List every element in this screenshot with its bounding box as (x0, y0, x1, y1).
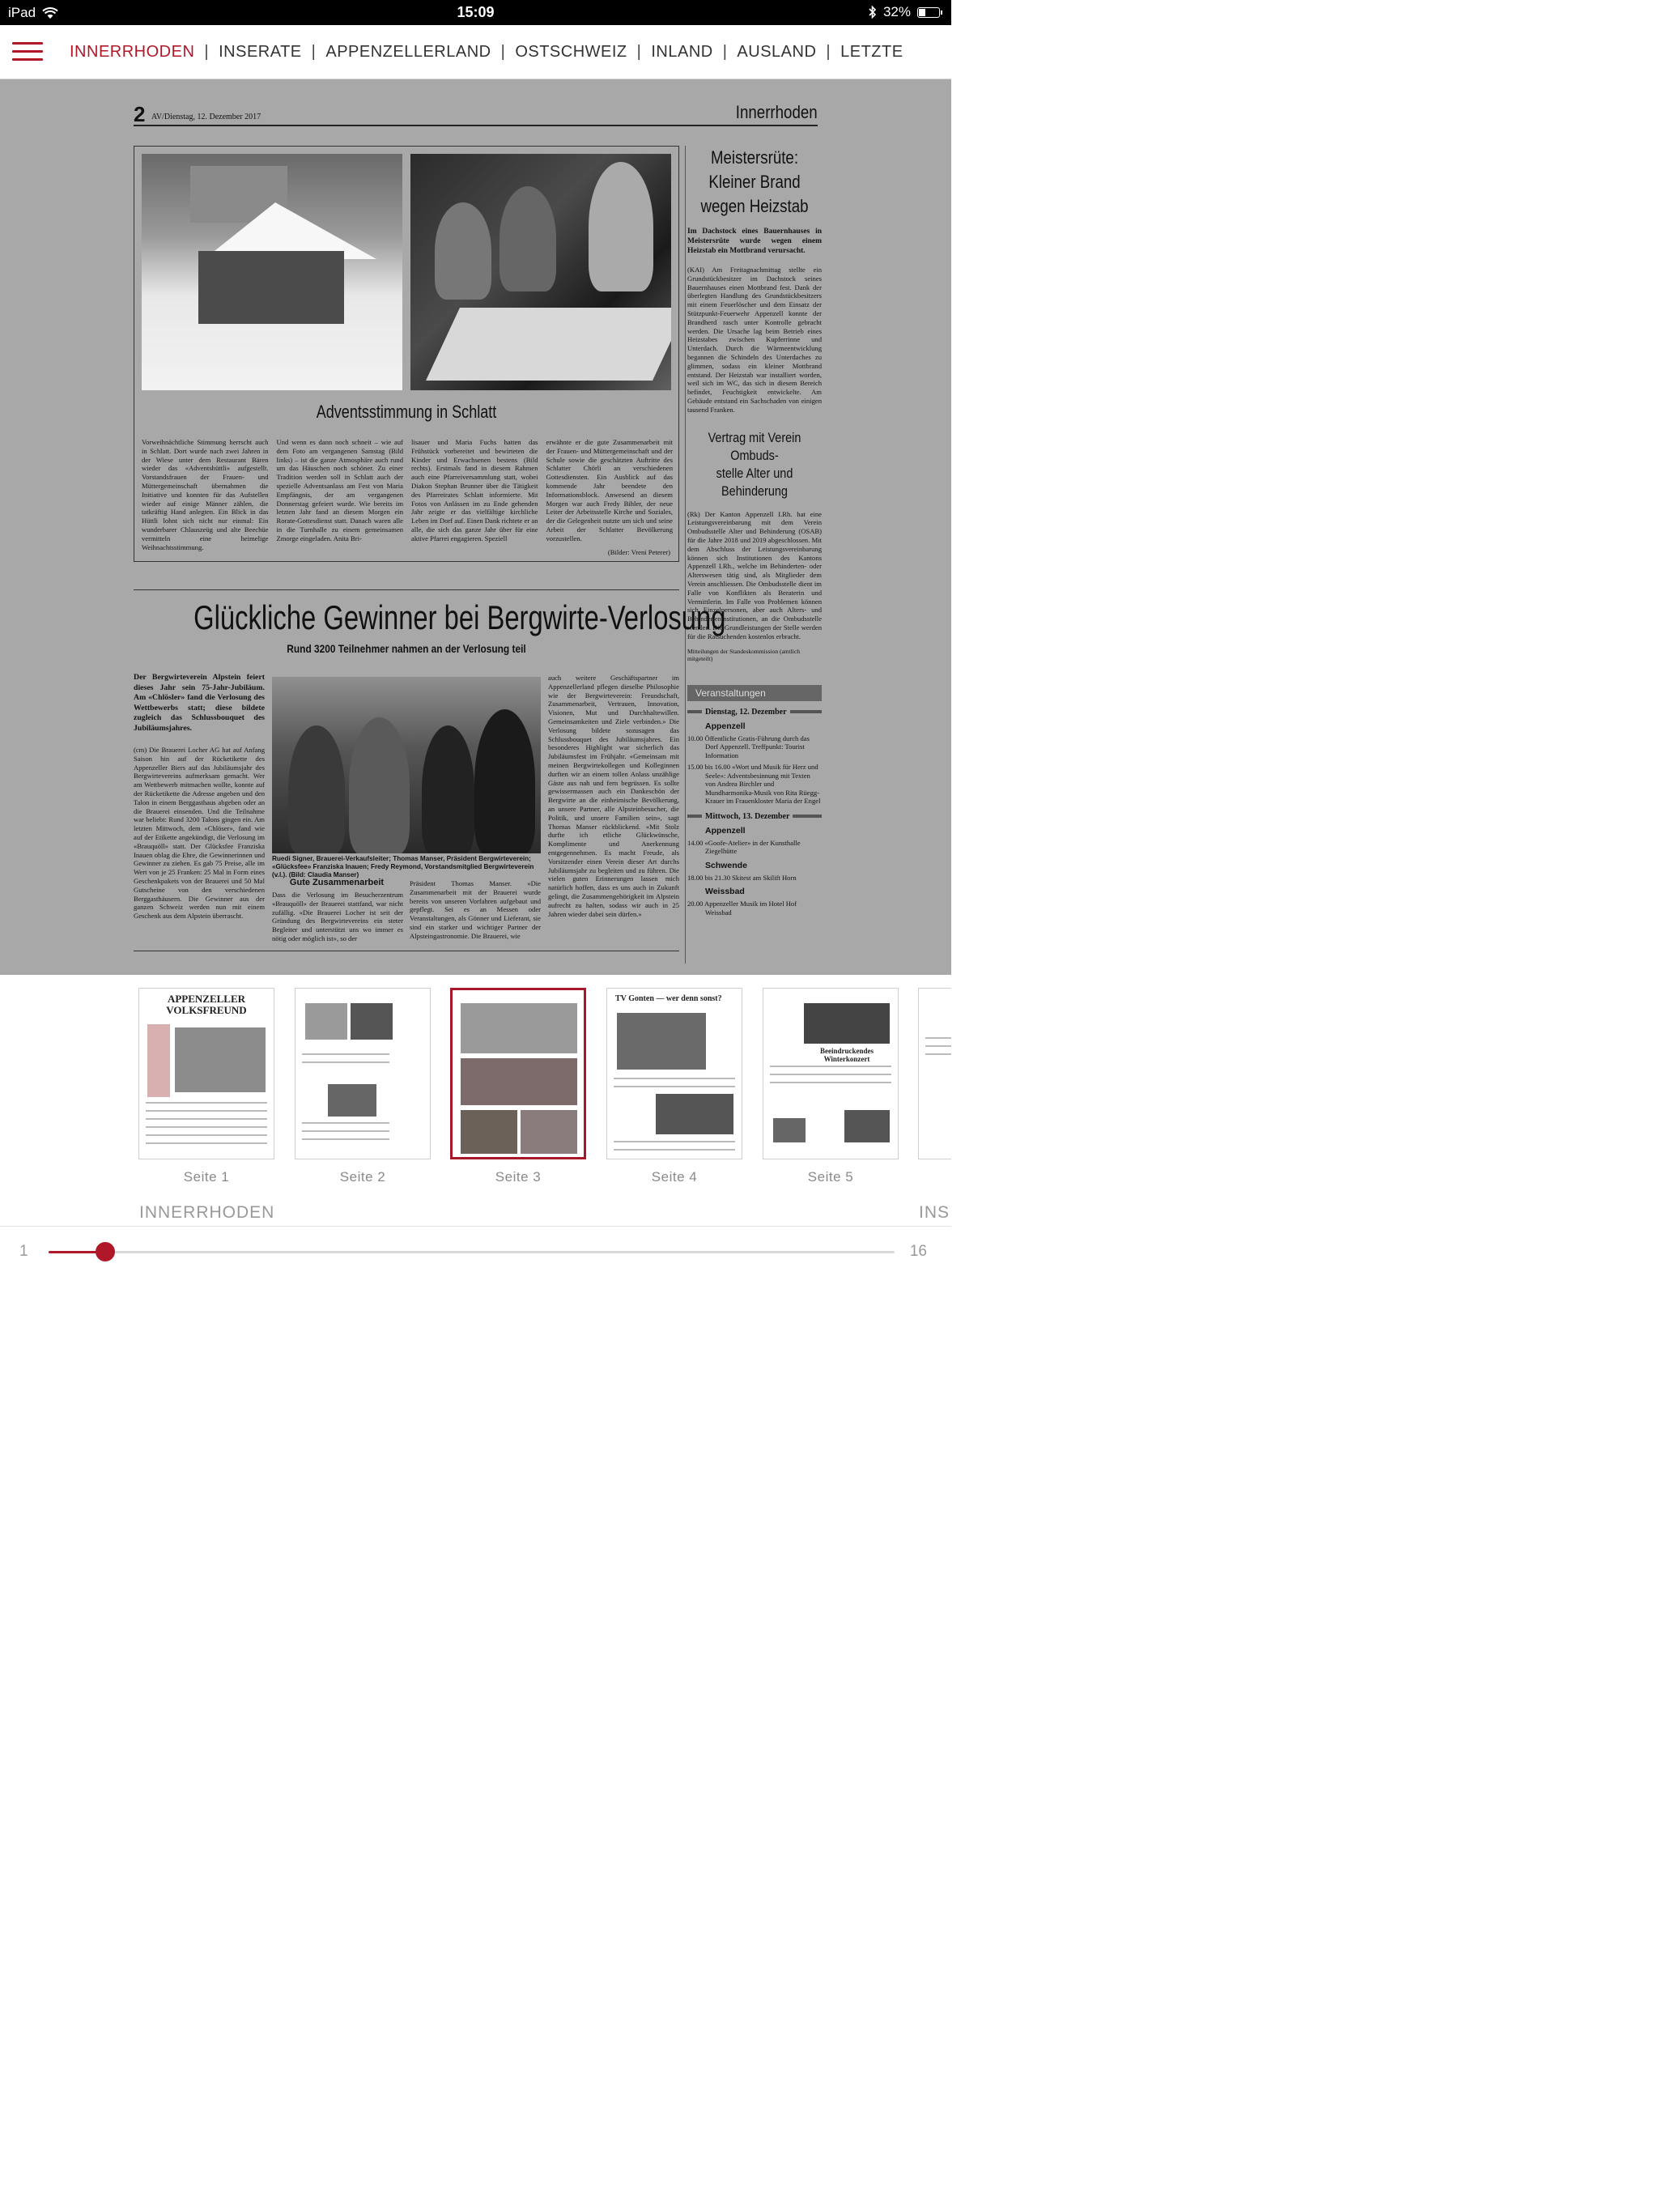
bluetooth-icon (869, 6, 877, 19)
person-shape (435, 202, 491, 300)
event-item: 18.00 bis 21.30 Skitest am Skilift Horn (687, 873, 797, 882)
status-bar (0, 0, 951, 25)
article-subhead: Gute Zusammenarbeit (289, 878, 385, 887)
section-label-next[interactable]: INS (919, 1203, 950, 1222)
article-column: erwähnte er die gute Zusammenarbeit mit der Frauen- und Müttergemeinschaft und der Schule sowie die geschätzten Auftritte des Schlatter Chörli an verschiedenen Gottesdiensten. Ein Ausblick auf das kommende Jahr beendete den Informationsblock. Anwesend an diesem Morgen war auch Fredy Bihler, der neue Leiter der Arbeitsstelle Kirche und Soziales, der die Gelegenheit nutzte um sich und seine Arbeit der Schlatter Bevölkerung vorzustellen. (546, 438, 673, 542)
page-viewer[interactable] (0, 79, 951, 975)
thumbnail-photo (521, 1110, 577, 1154)
snowy-house-photo (142, 154, 402, 390)
slider-max-label: 16 (909, 1243, 927, 1260)
status-bar-right (869, 4, 940, 20)
headline-line: stelle Alter und Behinderung (716, 465, 793, 499)
thumbnail-sidebar (147, 1024, 170, 1097)
thumbnail-photo (656, 1094, 733, 1134)
thumbnail-label: Seite 2 (339, 1169, 386, 1185)
event-place: Appenzell (705, 825, 746, 836)
thumbnail-label: Seite 3 (495, 1169, 542, 1185)
column-divider (685, 146, 686, 963)
sidebar-body-2: (Rk) Der Kanton Appenzell I.Rh. hat eine Leistungsvereinbarung mit dem Verein Ombudsstelle Alter und Behinderung (OSAB) für die Jahre 2018 und 2019 abgeschlossen. Mit dem Abschluss der Leistungsvereinbarung können sich Institutionen des Kantons Appenzell I.Rh., welche im Behinderten- oder Alterswesen tätig sind, als Mitglieder dem Verein anschliessen. Die Ombudsstelle dient im Falle von Konflikten als Beraterin und Vermittlerin. Im Falle von Problemen können sich Einzelpersonen, aber auch Alters- und Behinderteninstitutionen, an die Ombudsstelle wenden. Die Grundleistungen der Stelle werden für die Ratsuchenden kostenlos erbracht. (687, 509, 822, 640)
thumbnail-photo (773, 1118, 806, 1142)
thumbnail-label: Seite 5 (807, 1169, 854, 1185)
page-thumbnail-3[interactable] (450, 988, 586, 1159)
thumbnail-photo (461, 1110, 517, 1154)
page-thumbnail-6[interactable] (918, 988, 951, 1159)
event-place: Weissbad (705, 887, 745, 896)
device-label: iPad (8, 5, 36, 20)
page-header (134, 102, 818, 126)
page-date: AV/Dienstag, 12. Dezember 2017 (151, 113, 261, 121)
event-date-label: Mittwoch, 13. Dezember (705, 811, 790, 821)
headline-line: Kleiner Brand (708, 172, 801, 192)
article-column: Vorweihnächtliche Stimmung herrscht auch in Schlatt. Dort wurde nach zwei Jahren in der Wiese unter dem Restaurant Bären wieder das «Adventshüttli» aufgestellt. Vorstandsfrauen der Frauen- und Müttergemeinschaft übernahmen die Initiative und konnten für das Aufstellen wieder auf einige Männer zählen, die tatkräftig Hand anlegten. Ein Blick in das Hüttli lohnt sich nicht nur einmal: Ein wunderbarer Chlauszeüg und alte Beechüe vermitteln eine heimelige Weihnachtsstimmung. (142, 438, 269, 551)
tab-appenzellerland[interactable]: APPENZELLERLAND (325, 43, 491, 61)
page-thumbnail-1[interactable] (138, 988, 274, 1159)
thumbnail-headline: Beeindruckendes Winterkonzert (819, 1047, 874, 1063)
thumbnail-photo (305, 1003, 347, 1040)
tab-ausland[interactable]: AUSLAND (737, 43, 817, 61)
thumbnail-photo (844, 1110, 890, 1142)
section-label-innerrhoden[interactable]: INNERRHODEN (139, 1203, 275, 1222)
page-thumbnail-strip[interactable] (0, 975, 951, 1226)
headline-line: Meistersrüte: (710, 147, 799, 168)
sidebar-source: Mitteilungen der Standeskommission (amtlich mitgeteilt) (687, 647, 800, 662)
event-date (687, 812, 822, 821)
thumbnail-masthead: APPENZELLER VOLKSFREUND (166, 993, 247, 1016)
thumbnail-photo (328, 1084, 376, 1117)
sidebar-column (687, 146, 822, 917)
section-nav-bar (0, 25, 951, 79)
thumbnail-label: Seite 4 (651, 1169, 698, 1185)
event-date-label: Dienstag, 12. Dezember (705, 707, 787, 717)
event-item: 14.00 «Goofe-Atelier» in der Kunsthalle Ziegelhütte (687, 838, 801, 855)
event-place: Schwende (705, 860, 747, 870)
event-item: 15.00 bis 16.00 «Wort und Musik für Herz und Seele»: Adventsbesinnung mit Texten von Andrea Birchler und Mundharmonika-Musik von Rita Rüegg-Krauer im Frauenkloster Maria der Engel (687, 763, 821, 805)
tab-letzte[interactable]: LETZTE (840, 43, 903, 61)
thumbnail-photo (351, 1003, 393, 1040)
hut-wall (198, 251, 344, 324)
page-number: 2 (134, 102, 146, 126)
slider-min-label: 1 (19, 1243, 28, 1260)
event-date (687, 708, 822, 717)
sidebar-headline-2 (697, 429, 811, 500)
event-item: 10.00 Öffentliche Gratis-Führung durch das Dorf Appenzell. Treffpunkt: Tourist Information (687, 734, 810, 759)
sidebar-headline (697, 146, 811, 219)
tab-separator: | (204, 43, 210, 61)
battery-fill (919, 9, 925, 16)
slider-thumb[interactable] (96, 1242, 115, 1261)
sidebar-body: (KAI) Am Freitagnachmittag stellte ein Grundstückbesitzer im Dachstock seines Bauernhauses einen Mottbrand fest. Dank der überlegten Handlung des Grundstückbesitzers mit einem Feuerlöscher und dem Einsatz der Stützpunkt-Feuerwehr Appenzell konnte der Brandherd rasch unter Kontrolle gebracht werden. Die Ursache lag beim Betrieb eines Heizstabes zwischen Kupferrinne und Unterdach. Durch die Wärmeentwicklung begannen die Schindeln des Unterdaches zu glimmen, sodass ein kleiner Mottbrand entstand. Der Heizstab war installiert worden, weil sich im WC, das sich in diesem Bereich befindet, Feuchtigkeit entwickelte. Am Gebäude entstand ein Sachschaden von einigen tausend Franken. (687, 266, 822, 414)
thumbnail-photo (617, 1013, 706, 1070)
table-shape (426, 308, 671, 381)
photo-credit: (Bilder: Vreni Peterer) (607, 548, 670, 556)
tab-separator: | (636, 43, 642, 61)
hamburger-menu-icon[interactable] (12, 42, 43, 62)
event-place: Appenzell (705, 721, 746, 731)
battery-percent: 32% (882, 4, 911, 19)
thumbnail-headline: TV Gonten — wer denn sonst? (615, 994, 722, 1003)
article-column: Präsident Thomas Manser. «Die Zusammenarbeit mit der Brauerei wurde bereits von unseren Vorfahren aufgebaut und gepflegt. Sei es an Messen oder Veranstaltungen, als Gönner und Lieferant, sie sind ein starker und wichtiger Partner der Alpsteingastronomie. Die Brauerei, wie (410, 879, 541, 940)
event-item: 20.00 Appenzeller Musik im Hotel Hof Weissbad (687, 900, 797, 917)
thumbnail-photo (175, 1027, 266, 1092)
page-thumbnail-2[interactable] (295, 988, 431, 1159)
tab-separator: | (311, 43, 317, 61)
article-column: lisauer und Maria Fuchs hatten das Frühstück vorbereitet und bewirteten die Kinder und Erwachsenen bestens (Bild rechts). Erstmals fand in diesem Rahmen auch eine Pfarreiversammlung statt, wobei Diakon Stephan Brunner über die Tätigkeit des Pfarreirates Schlatt informierte. Mit Fotos von Anlässen im zu Ende gehenden Jahr zeigte er das vielfältige kirchliche Leben im Dorf auf. Einen Dank richtete er an alle, die sich das ganze Jahr über für eine aktive Pfarrei engagieren. Speziell (411, 438, 538, 542)
article-columns (142, 438, 673, 551)
person-shape (500, 186, 556, 291)
article-subheadline: Rund 3200 Teilnehmer nahmen an der Verlosung teil (287, 642, 526, 655)
article-lead: Der Bergwirteverein Alpstein feiert dieses Jahr sein 75-Jahr-Jubiläum. Am «Chlösler» fand die Verlosung des Wettbewerbs statt; diese bildete zugleich das Schlussbouquet des Jubiläumsjahres. (134, 673, 265, 733)
tab-separator: | (500, 43, 506, 61)
page-section-title: Innerrhoden (736, 102, 818, 122)
page-slider[interactable] (49, 1251, 895, 1253)
article-column: Dass die Verlosung im Besucherzentrum «Brauquöll» der Brauerei stattfand, war nicht zufällig. «Die Brauerei Locher ist seit der Gründung des Bergwirtevereins ein steter Begleiter und unterstützt uns wo immer es nötig oder möglich ist», so der (272, 891, 403, 942)
page-thumbnail-5[interactable] (763, 988, 899, 1159)
thumbnail-photo (461, 1058, 577, 1105)
page-thumbnail-4[interactable] (606, 988, 742, 1159)
article-column: Und wenn es dann noch schneit – wie auf dem Foto am vergangenen Samstag (Bild links) – ist die ganze Atmosphäre auch rund um das Häuschen noch schöner. Zu einer Tradition werden soll in Schlatt auch der spezielle Adventsanlass am Fest von Maria Empfängnis, der am vergangenen Donnerstag gefeiert wurde. Wie bereits im letzten Jahr fand an diesem Morgen ein Rorate-Gottesdienst statt. Danach waren alle in die Turnhalle zu einem gemeinsamen Zmorge eingeladen. Anita Bri- (276, 438, 403, 542)
tab-separator: | (826, 43, 831, 61)
headline-line: Vertrag mit Verein Ombuds- (708, 429, 801, 463)
article-title: Adventsstimmung in Schlatt (316, 402, 497, 422)
photo-caption: Ruedi Signer, Brauerei-Verkaufsleiter; Thomas Manser, Präsident Bergwirteverein; «Glücksfee» Franziska Inauen; Fredy Reymond, Vorstandsmitglied Bergwirteverein (v.l.). (Bild: Claudia Manser) (272, 855, 534, 878)
person-shape (589, 162, 653, 291)
tab-innerrhoden[interactable]: INNERRHODEN (70, 43, 195, 61)
person-shape (474, 709, 535, 853)
thumbnail-label: Seite 1 (183, 1169, 230, 1185)
article-column: auch weitere Geschäftspartner im Appenzellerland pflegen dieselbe Philosophie wie der Bergwirteverein: Freundschaft, Zusammenarbeit, Vertrauen, Innovation, Visionen, Mut und Durchhaltewillen. Gemeinsamkeiten und Ziele verbinden.» Die Verlosung bildete sozusagen das Schlussbouquet des Jubiläumsjahres. Ein besonderes Highlight war sicherlich das Jubiläumsfest im Frühjahr. «Gemeinsam mit meinen Bergwirtekollegen und Kolleginnen durften wir an einem tollen Anlass unzählige Gäste aus nah und fern begrüssen. Es sollte gewissermassen auch ein Dankeschön der Bergwirte an die einheimische Bevölkerung, an unsere Partner, alle Alpsteinbesucher, die Politik, und unsere Familien sein», sagt Thomas Manser rückblickend. «Mit Stolz durfte ich etliche Glückwünsche, Komplimente und Anerkennung entgegennehmen. Es macht Freude, als Vorsitzender einen Verein dieser Art durchs Jubiläumsjahr zu begleiten und zu führen. Die vielen guten Erinnerungen lassen mich natürlich hoffen, dass es uns auch in Zukunft gelingt, die Zusammengehörigkeit im Alpstein aufrecht zu halten, sodass wir auch in 25 Jahren wieder dabei sein dürfen.» (548, 674, 679, 918)
sidebar-lead: Im Dachstock eines Bauernhauses in Meistersrüte wurde wegen einem Heizstab ein Mottbrand verursacht. (687, 228, 822, 255)
headline-line: wegen Heizstab (700, 196, 809, 216)
person-shape (422, 725, 474, 853)
section-tabs (70, 43, 903, 62)
thumbnail-photo (804, 1003, 890, 1044)
tab-inland[interactable]: INLAND (651, 43, 713, 61)
page-slider-bar (0, 1226, 951, 1270)
clock: 15:09 (457, 4, 495, 20)
article-bergwirte-header (134, 589, 726, 655)
article-adventsstimmung (134, 146, 679, 562)
battery-icon (917, 7, 940, 18)
article-headline: Glückliche Gewinner bei Bergwirte-Verlosung (193, 598, 726, 636)
article-column: (cm) Die Brauerei Locher AG hat auf Anfang Saison hin auf der Rücketikette des Appenzeller Biers auf das Jubiläumsjahr des Bergwirtevereins aufmerksam gemacht. Wer am Wettbewerb mitmachen wollte, konnte auf der Rücketikette die Adresse angeben und den Talon in einem Berggasthaus abgeben oder an die Brauerei einsenden. Und die Teilnahme war beliebt: Rund 3200 Talons gingen ein. Am letzten Mittwoch, dem «Chlöser», fand wie auf der Etikette angekündigt, die Verlosung im «Brauquöll» statt. Der Glücksfee Franziska Inauen oblag die Ehre, die Gewinnerinnen und Gewinner zu ziehen. Es gab 75 Preise, alle im Wert von je 25 Franken: 25 Mal in Form eines Geschenkpakets von der Brauerei und 50 Mal Gutscheine von den verschiedenen Berggasthäusern. Die Gewinner aus der ganzen Schweiz werden nun mit einem Geschenk aus dem Alpstein überrascht. (134, 746, 265, 921)
thumbnail-photo (461, 1003, 577, 1053)
breakfast-photo (410, 154, 671, 390)
person-shape (349, 717, 410, 853)
person-shape (288, 725, 345, 853)
tab-ostschweiz[interactable]: OSTSCHWEIZ (515, 43, 627, 61)
winners-photo (272, 677, 541, 853)
tab-separator: | (722, 43, 728, 61)
events-header: Veranstaltungen (687, 685, 822, 701)
tab-inserate[interactable]: INSERATE (219, 43, 302, 61)
